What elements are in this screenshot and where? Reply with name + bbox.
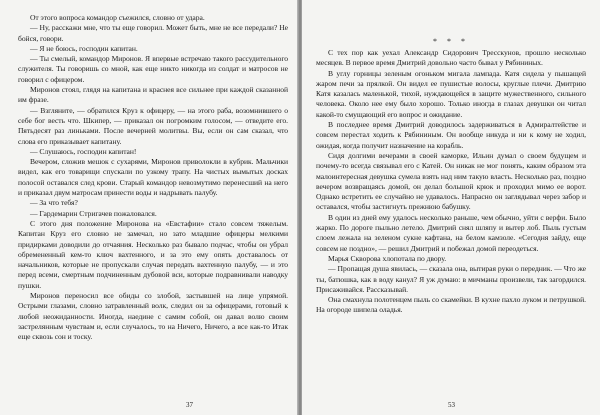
right-page-number: 53 <box>448 401 455 409</box>
left-paragraph: — За что тебя? <box>30 198 78 208</box>
right-paragraph: — Пропащая душа явилась, — сказала она, вытирая руки о передник. — Что же ты, батюшка, как в воду канул? Я уж думаю: в мичманы произвели, так загордился. Присаживайся. Рассказывай. <box>316 264 586 294</box>
left-paragraph: Миронов переносил все обиды со злобой, застывшей на лице упрямой. Острыми глазами, словно затравленный волк, следил он за офицерами, готовый к любой неожиданности. Иногда, наедине с самим собой, он давал волю своим застрелянным чувствам и, если случалось, то на Ничего, Ничего, а все как-то Итак еще сквозь сон и тоску. <box>18 291 288 342</box>
left-paragraph: — Взгляните, — обратился Круз к офицеру, — на этого раба, возомнившего о себе бог весть что. Шкипер, — приказал он погромким голосом, — отведите его. Пятьдесят раз линьками. После вечерней молитвы. Вы, если он сам сказал, что слова его приказывает капитану. <box>18 105 288 146</box>
right-paragraph: В последнее время Дмитрий доводилось задерживаться в Адмиралтействе и совсем перестал ходить к Рябининым. Он вообще никуда и ни к кому не ходил, ожидая, когда получит назначение на корабль. <box>316 120 586 150</box>
right-paragraph: Марья Скворова хлопотала по двору. <box>328 253 447 263</box>
right-paragraph: С тех пор как уехал Александр Сидорович Тресскунов, прошло несколько месяцев. В первое время Дмитрий довольно часто бывал у Рябининых. <box>316 48 586 68</box>
left-paragraph: — Слушаюсь, господин капитан! <box>30 146 137 156</box>
left-page <box>0 0 298 415</box>
left-paragraph: Миронов стоял, глядя на капитана и краснея все сильнее при каждой сказанной им фразе. <box>18 85 288 105</box>
left-paragraph: — Гардемарин Стригачев пожаловался. <box>30 208 157 218</box>
left-paragraph: — Ну, расскажи мне, что ты еще говорил. Может быть, мне не все передали? Не бойся, говори. <box>18 23 288 43</box>
right-page <box>302 0 600 415</box>
left-paragraph: С этого дня положение Миронова на «Евстафии» стало совсем тяжелым. Капитан Круз его словно не замечал, но зато младшие офицеры мелкими придирками доводили до отчаяния. Несколько раз бывало подчас, чтобы он убрал обремененный кем-то ключ вахтенного, и за это ему опять доставалось от начальников, которые не пропускали случая передать вахтенную палубу, — и это перед всеми, смертным подчиненным дубовой вси, которые подравнивали наводку пушки. <box>18 218 288 290</box>
left-paragraph: — Ты смелый, командор Миронов. Я впервые встречаю такого рассудительного служителя. Ты говоришь со мной, как еще никто никогда из солдат и матросов не говорил с офицером. <box>18 54 288 84</box>
left-page-number: 37 <box>186 401 193 409</box>
right-paragraph: Сидя долгими вечерами в своей каморке, Ильин думал о своем будущем и почему-то всегда связывал его с Катей. Он никак не мог понять, каким образом эта малоинтересная девушка сумела взять над ним такую власть. Несколько раз, поздно вечером возвращаясь домой, он делал большой крюк и проходил мимо ее ворот. Однако встретить ее случайно не удавалось. Напрасно он заглядывал через забор и оставался, чтобы застигнуть прежнюю бабушку. <box>316 150 586 212</box>
section-break-stars: * * * <box>433 37 469 46</box>
right-paragraph: В один из дней ему удалось несколько раньше, чем обычно, уйти с верфи. Было жарко. По дороге пыльно летело. Дмитрий снял шляпу и вытер лоб. Пыль густым слоем лежала на зеленом сукне кафтана, на белом камзоле. «Сегодня зайду, еще совсем не поздно», — решил Дмитрий и побежал домой переодеться. <box>316 212 586 253</box>
left-paragraph: От этого вопроса командор съежился, словно от удара. <box>30 13 205 22</box>
right-paragraph: В углу горницы зеленым огоньком мигала лампада. Катя сидела у пышащей жаром печи за прялкой. Он видел ее пушистые волосы, круглые плечи. Дмитрию Катя казалась маленькой, тихой, нуждающейся в защите мужественного, сильного человека. Около нее ему было хорошо. Только иногда в глазах девушки он читал какой-то смущающий его вопрос и ожидание. <box>316 68 586 119</box>
left-paragraph: Вечером, сложив мешок с сухарями, Миронов приволокли в кубрик. Мальчики видел, как его товарищи спускали по узкому трапу. На чистых вымытых досках полосой оставался след крови. Старый командор невозмутимо перенесший на него и приказал двум матросам принести воды и надрывать палубу. <box>18 157 288 198</box>
left-paragraph: — Я не боюсь, господин капитан. <box>30 43 138 53</box>
right-paragraph: Она смахнула полотенцем пыль со скамейки. В кухне пахло луком и петрушкой. На огороде шипела оладья. <box>316 295 586 315</box>
